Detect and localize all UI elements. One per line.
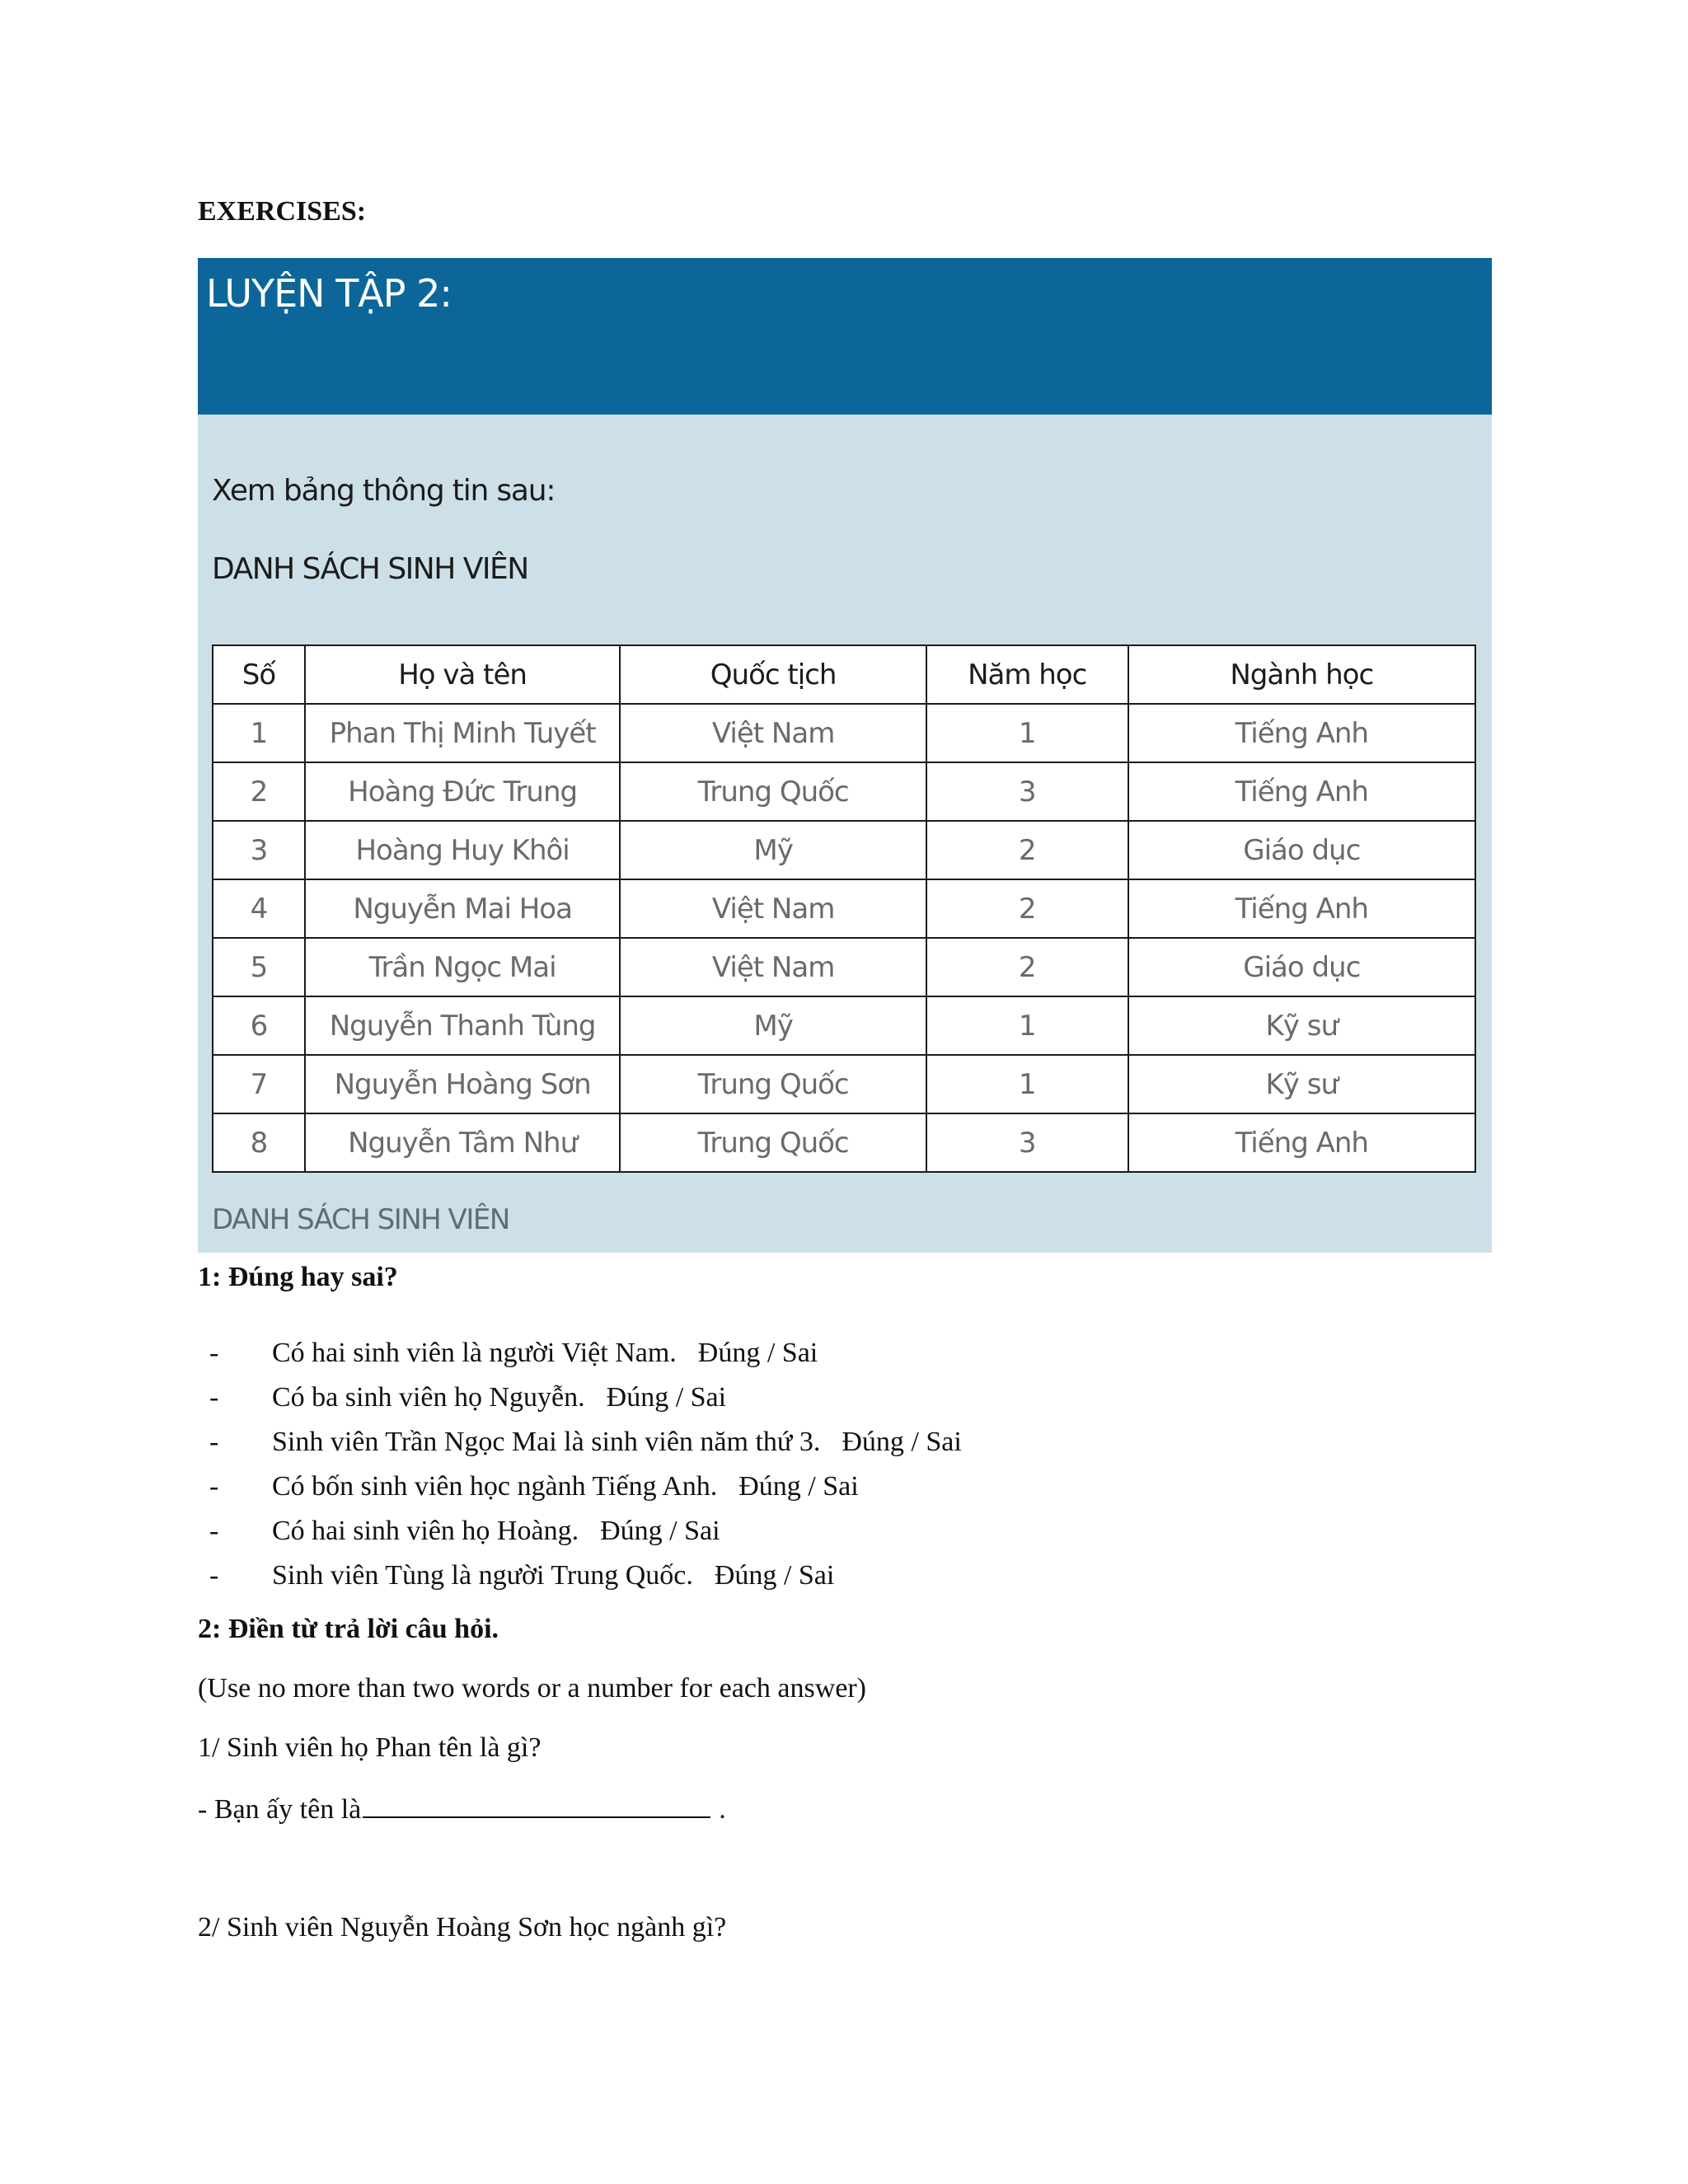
cell-number: 5	[213, 938, 305, 996]
cell-number: 4	[213, 879, 305, 938]
cell-year: 1	[926, 1055, 1128, 1113]
cell-name: Phan Thị Minh Tuyết	[305, 704, 621, 762]
true-false-answer[interactable]: Đúng / Sai	[842, 1427, 962, 1457]
cell-major: Kỹ sư	[1128, 996, 1475, 1055]
table-row	[213, 821, 1475, 879]
true-false-answer[interactable]: Đúng / Sai	[714, 1560, 835, 1591]
list-dash: -	[209, 1427, 219, 1457]
table-row	[213, 762, 1475, 821]
cell-nationality: Mỹ	[620, 821, 926, 879]
column-header-year: Năm học	[926, 645, 1128, 704]
question-1: 1/ Sinh viên họ Phan tên là gì?	[198, 1732, 542, 1763]
table-title: DANH SÁCH SINH VIÊN	[212, 552, 528, 586]
lesson-header-banner	[198, 258, 1492, 415]
cell-number: 2	[213, 762, 305, 821]
statement-text: Có hai sinh viên họ Hoàng.	[272, 1516, 579, 1546]
cell-number: 3	[213, 821, 305, 879]
list-item	[198, 1420, 962, 1465]
list-item	[198, 1465, 962, 1509]
table-row	[213, 938, 1475, 996]
section1-heading: 1: Đúng hay sai?	[198, 1262, 398, 1292]
list-dash: -	[209, 1382, 219, 1413]
cell-major: Tiếng Anh	[1128, 704, 1475, 762]
lesson-instruction: Xem bảng thông tin sau:	[212, 474, 556, 508]
true-false-answer[interactable]: Đúng / Sai	[738, 1471, 859, 1502]
table-caption: DANH SÁCH SINH VIÊN	[212, 1203, 509, 1236]
cell-year: 2	[926, 821, 1128, 879]
list-dash: -	[209, 1560, 219, 1591]
cell-number: 8	[213, 1113, 305, 1172]
cell-name: Nguyễn Hoàng Sơn	[305, 1055, 621, 1113]
column-header-nationality: Quốc tịch	[620, 645, 926, 704]
answer-1-blank[interactable]	[363, 1792, 710, 1818]
statement-text: Có bốn sinh viên học ngành Tiếng Anh.	[272, 1471, 718, 1502]
cell-nationality: Trung Quốc	[620, 1055, 926, 1113]
cell-year: 2	[926, 938, 1128, 996]
table-row	[213, 1055, 1475, 1113]
answer-1-suffix: .	[719, 1794, 726, 1825]
cell-major: Giáo dục	[1128, 938, 1475, 996]
student-table	[212, 644, 1476, 1173]
cell-name: Nguyễn Mai Hoa	[305, 879, 621, 938]
lesson-card	[198, 258, 1492, 1253]
cell-nationality: Trung Quốc	[620, 1113, 926, 1172]
question-2: 2/ Sinh viên Nguyễn Hoàng Sơn học ngành gì?	[198, 1912, 727, 1943]
cell-nationality: Việt Nam	[620, 704, 926, 762]
statement-text: Sinh viên Tùng là người Trung Quốc.	[272, 1560, 693, 1591]
list-item	[198, 1376, 962, 1420]
true-false-answer[interactable]: Đúng / Sai	[600, 1516, 720, 1546]
cell-nationality: Mỹ	[620, 996, 926, 1055]
page-heading: EXERCISES:	[198, 196, 367, 227]
table-row	[213, 879, 1475, 938]
cell-name: Trần Ngọc Mai	[305, 938, 621, 996]
cell-major: Tiếng Anh	[1128, 762, 1475, 821]
column-header-name: Họ và tên	[305, 645, 621, 704]
list-dash: -	[209, 1338, 219, 1368]
cell-year: 2	[926, 879, 1128, 938]
cell-number: 7	[213, 1055, 305, 1113]
statement-text: Có ba sinh viên họ Nguyễn.	[272, 1382, 585, 1413]
answer-1-prefix: - Bạn ấy tên là	[198, 1794, 362, 1825]
table-row	[213, 704, 1475, 762]
cell-major: Tiếng Anh	[1128, 1113, 1475, 1172]
cell-number: 6	[213, 996, 305, 1055]
list-dash: -	[209, 1471, 219, 1502]
table-row	[213, 996, 1475, 1055]
true-false-answer[interactable]: Đúng / Sai	[606, 1382, 727, 1413]
cell-nationality: Việt Nam	[620, 879, 926, 938]
table-header-row	[213, 645, 1475, 704]
cell-nationality: Việt Nam	[620, 938, 926, 996]
list-item	[198, 1509, 962, 1554]
lesson-title: LUYỆN TẬP 2:	[206, 271, 452, 316]
cell-year: 1	[926, 704, 1128, 762]
table-row	[213, 1113, 1475, 1172]
true-false-answer[interactable]: Đúng / Sai	[697, 1338, 818, 1368]
section2-heading: 2: Điền từ trả lời câu hỏi.	[198, 1614, 499, 1644]
cell-name: Hoàng Huy Khôi	[305, 821, 621, 879]
cell-name: Hoàng Đức Trung	[305, 762, 621, 821]
cell-major: Giáo dục	[1128, 821, 1475, 879]
instruction-note: (Use no more than two words or a number for each answer)	[198, 1673, 867, 1704]
cell-year: 3	[926, 1113, 1128, 1172]
cell-year: 3	[926, 762, 1128, 821]
list-dash: -	[209, 1516, 219, 1546]
column-header-major: Ngành học	[1128, 645, 1475, 704]
cell-major: Kỹ sư	[1128, 1055, 1475, 1113]
cell-year: 1	[926, 996, 1128, 1055]
statement-text: Sinh viên Trần Ngọc Mai là sinh viên năm thứ 3.	[272, 1427, 821, 1457]
column-header-number: Số	[213, 645, 305, 704]
true-false-list	[198, 1331, 962, 1598]
cell-major: Tiếng Anh	[1128, 879, 1475, 938]
cell-name: Nguyễn Thanh Tùng	[305, 996, 621, 1055]
cell-name: Nguyễn Tâm Như	[305, 1113, 621, 1172]
cell-nationality: Trung Quốc	[620, 762, 926, 821]
statement-text: Có hai sinh viên là người Việt Nam.	[272, 1338, 677, 1368]
answer-1-line	[198, 1792, 726, 1825]
list-item	[198, 1331, 962, 1376]
cell-number: 1	[213, 704, 305, 762]
list-item	[198, 1554, 962, 1598]
